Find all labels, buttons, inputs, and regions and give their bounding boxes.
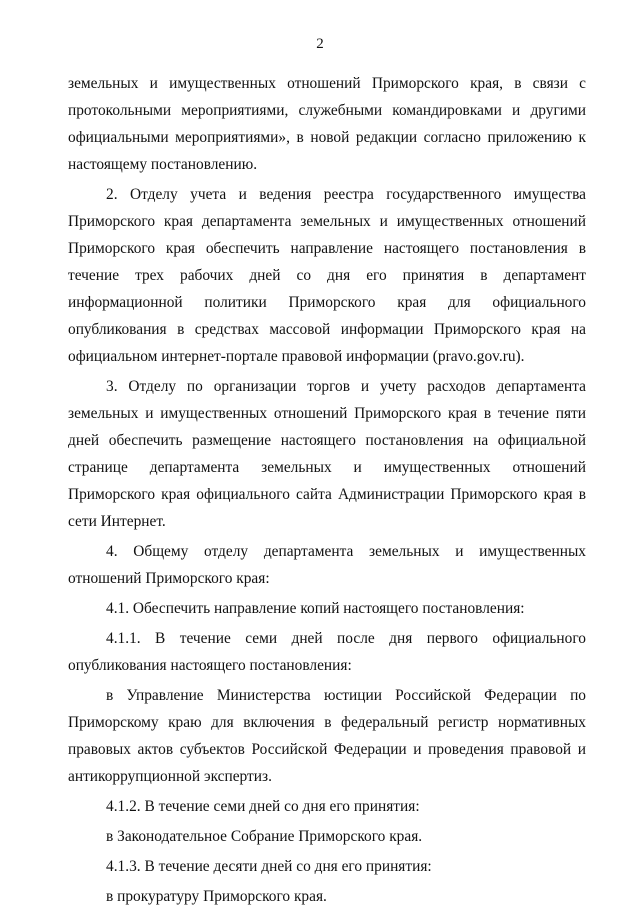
paragraph-item-4-1-1: 4.1.1. В течение семи дней после дня первого официального опубликования настоящего постановления: (68, 630, 586, 674)
paragraph-item-4: 4. Общему отделу департамента земельных и имущественных отношений Приморского края: (68, 543, 586, 587)
paragraph-item-3: 3. Отделу по организации торгов и учету расходов департамента земельных и имущественных отношений Приморского края в течение пяти дней обеспечить размещение настоящего постановления на официальной странице департамента земельных и имущественных отношений Приморского края официального сайта Администрации Приморского края в сети Интернет. (68, 378, 586, 530)
paragraph-recipient-assembly: в Законодательное Собрание Приморского края. (106, 828, 423, 845)
paragraph-continuation: земельных и имущественных отношений Приморского края, в связи с протокольными мероприятиями, служебными командировками и другими официальными мероприятиями», в новой редакции согласно приложению к настоящему постановлению. (68, 75, 586, 173)
paragraph-item-2: 2. Отделу учета и ведения реестра государственного имущества Приморского края департамента земельных и имущественных отношений Приморского края обеспечить направление настоящего постановления в течение трех рабочих дней со дня его принятия в департамент информационной политики Приморского края для официального опубликования в средствах массовой информации Приморского края на официальном интернет-портале правовой информации (pravo.gov.ru). (68, 186, 586, 365)
paragraph-recipient-prosecutor: в прокуратуру Приморского края. (106, 888, 327, 905)
paragraph-recipient-justice: в Управление Министерства юстиции Российской Федерации по Приморскому краю для включения в федеральный регистр нормативных правовых актов субъектов Российской Федерации и проведения правовой и антикоррупционной экспертиз. (68, 687, 586, 785)
document-body (68, 70, 586, 910)
paragraph-item-4-1: 4.1. Обеспечить направление копий настоящего постановления: (106, 600, 525, 617)
paragraph-item-4-1-2: 4.1.2. В течение семи дней со дня его принятия: (106, 798, 420, 815)
paragraph-item-4-1-3: 4.1.3. В течение десяти дней со дня его принятия: (106, 858, 432, 875)
page-number: 2 (316, 36, 324, 52)
